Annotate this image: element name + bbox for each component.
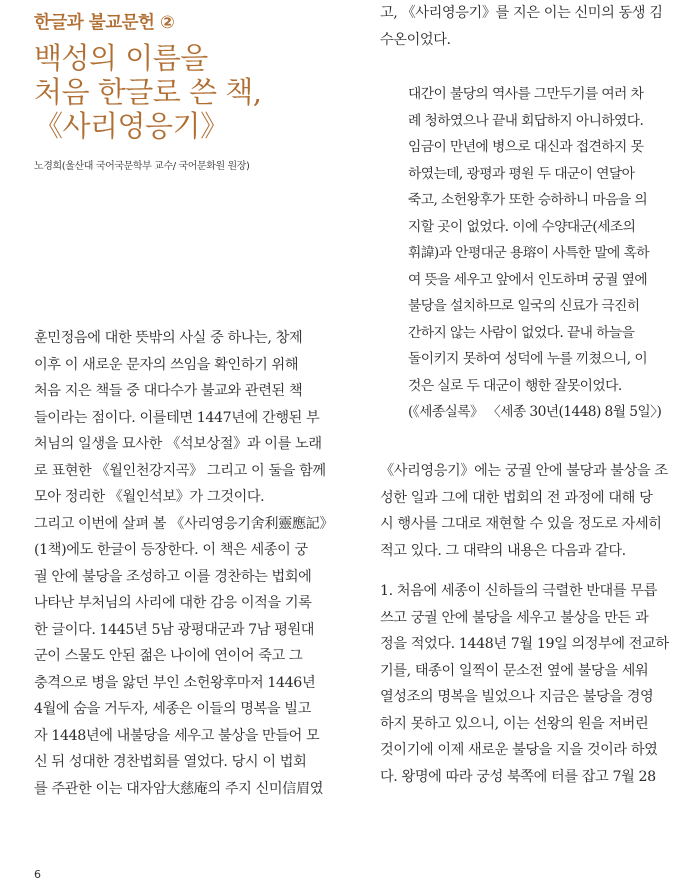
right-column-body [380, 458, 680, 790]
title-line: 백성의 이름을 [34, 41, 208, 75]
body-line: 4월에 숨을 거두자, 세종은 이들의 명복을 빌고 [34, 701, 311, 717]
series-heading: 한글과 불교문헌 ② [34, 13, 175, 33]
body-line: 그리고 이번에 살펴 볼 《사리영응기舍利靈應記》 [34, 515, 334, 532]
quote-line: 불당을 설치하므로 일국의 신료가 극진히 [408, 298, 640, 314]
article-title [34, 41, 261, 143]
body-line: 훈민정음에 대한 뜻밖의 사실 중 하나는, 창제 [34, 330, 303, 346]
quote-line: 여 뜻을 세우고 앞에서 인도하며 궁궐 옆에 [408, 271, 648, 288]
body-line: (1책)에도 한글이 등장한다. 이 책은 세종이 궁 [34, 542, 308, 558]
body-line: 적고 있다. 그 대략의 내용은 다음과 같다. [380, 542, 626, 559]
quote-line: 례 청하였으나 끝내 회답하지 아니하였다. [408, 112, 644, 129]
quote-line: 대간이 불당의 역사를 그만두기를 여러 차 [408, 86, 644, 102]
quote-line: 죽고, 소헌왕후가 또한 승하하니 마음을 의 [408, 192, 648, 208]
title-line: 처음 한글로 쓴 책, [34, 75, 262, 109]
body-line: 나타난 부처님의 사리에 대한 감응 이적을 기록 [34, 595, 312, 611]
body-line: 정을 적었다. 1448년 7월 19일 의정부에 전교하 [380, 636, 669, 652]
quote-citation: (《세종실록》 〈세종 30년(1448) 8월 5일〉) [408, 404, 662, 420]
body-line: 시 행사를 그대로 재현할 수 있을 정도로 자세히 [380, 516, 662, 532]
body-line: 1. 처음에 세종이 신하들의 극렬한 반대를 무릅 [380, 583, 657, 599]
body-line: 로 표현한 《월인천강지곡》 그리고 이 둘을 함께 [34, 462, 326, 479]
page-number: 6 [34, 868, 41, 881]
quote-line: 지할 곳이 없었다. 이에 수양대군(세조의 [408, 218, 636, 235]
body-line: 수온이었다. [380, 31, 451, 48]
body-line: 군이 스물도 안된 젊은 나이에 연이어 죽고 그 [34, 648, 303, 664]
body-line: 를 주관한 이는 대자암大慈庵의 주지 신미信眉였 [34, 780, 324, 797]
body-line: 기를, 태종이 일찍이 문소전 옆에 불당을 세워 [380, 662, 649, 679]
left-column-body [34, 325, 334, 802]
author-byline: 노경희(울산대 국어국문학부 교수/ 국어문화원 원장) [34, 161, 250, 172]
quote-line: 돌이키지 못하여 성덕에 누를 끼쳤으니, 이 [408, 351, 648, 367]
body-line: 것이기에 이제 새로운 불당을 지을 것이라 하였 [380, 742, 658, 758]
title-line: 《사리영응기》 [34, 109, 229, 143]
body-line: 모아 정리한 《월인석보》가 그것이다. [34, 489, 265, 505]
body-line: 한 글이다. 1445년 5남 광평대군과 7남 평원대 [34, 621, 315, 638]
body-line: 하지 못하고 있으니, 이는 선왕의 원을 저버린 [380, 715, 649, 732]
body-line: 이후 이 새로운 문자의 쓰임을 확인하기 위해 [34, 356, 299, 373]
quote-line: 것은 실로 두 대군이 행한 잘못이었다. [408, 377, 622, 394]
body-line: 다. 왕명에 따라 궁성 북쪽에 터를 잡고 7월 28 [380, 768, 656, 785]
body-line: 처님의 일생을 묘사한 《석보상절》과 이를 노래 [34, 436, 322, 452]
body-line: 자 1448년에 내불당을 세우고 불상을 만들어 모 [34, 727, 320, 744]
body-line: 성한 일과 그에 대한 법회의 전 과정에 대해 당 [380, 489, 653, 506]
quote-line: 하였는데, 광평과 평원 두 대군이 연달아 [408, 165, 635, 182]
body-line: 처음 지은 책들 중 대다수가 불교와 관련된 책 [34, 383, 303, 399]
body-line: 고, 《사리영응기》를 지은 이는 신미의 동생 김 [380, 5, 663, 21]
quote-line: 임금이 만년에 병으로 대신과 접견하지 못 [408, 139, 644, 155]
paragraph-gap [380, 564, 680, 578]
quote-line: 휘諱)과 안평대군 용瑢이 사특한 말에 혹하 [408, 245, 650, 261]
body-line: 궐 안에 불당을 조성하고 이를 경찬하는 법회에 [34, 568, 312, 585]
body-line: 《사리영응기》에는 궁궐 안에 불당과 불상을 조 [380, 463, 668, 479]
body-line: 쓰고 궁궐 안에 불당을 세우고 불상을 만든 과 [380, 609, 649, 626]
block-quote [408, 81, 678, 426]
body-line: 들이라는 점이다. 이를테면 1447년에 간행된 부 [34, 409, 320, 426]
body-line: 열성조의 명복을 빌었으나 지금은 불당을 경영 [380, 689, 654, 705]
body-line: 신 뒤 성대한 경찬법회를 열었다. 당시 이 법회 [34, 754, 307, 770]
right-column-top [380, 0, 680, 53]
quote-line: 간하지 않는 사람이 없었다. 끝내 하늘을 [408, 324, 635, 341]
body-line: 충격으로 병을 앓던 부인 소헌왕후마저 1446년 [34, 674, 316, 691]
